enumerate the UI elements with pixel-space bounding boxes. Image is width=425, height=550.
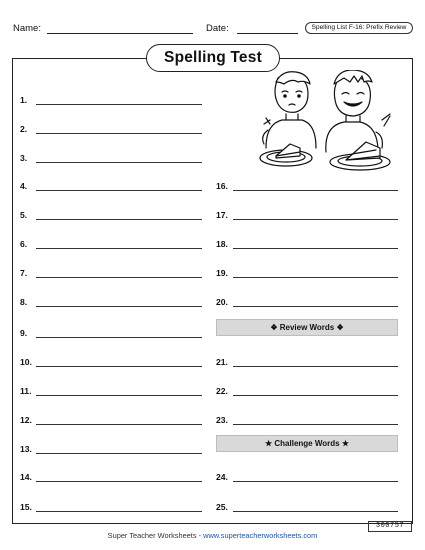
left-row-number: 1. — [20, 95, 28, 105]
right-row-answer-line[interactable] — [233, 190, 398, 191]
right-row-number: 21. — [216, 357, 228, 367]
right-row-answer-line[interactable] — [233, 511, 398, 512]
left-row-answer-line[interactable] — [36, 395, 202, 396]
right-row-answer-line[interactable] — [233, 366, 398, 367]
right-row-number: 20. — [216, 297, 228, 307]
right-row-answer-line[interactable] — [233, 424, 398, 425]
left-row-number: 12. — [20, 415, 32, 425]
right-row-number: 25. — [216, 502, 228, 512]
footer-text: Super Teacher Worksheets - — [107, 531, 204, 540]
left-row-answer-line[interactable] — [36, 248, 202, 249]
worksheet-code: 300757 — [368, 521, 412, 532]
left-row-number: 8. — [20, 297, 28, 307]
left-row-answer-line[interactable] — [36, 511, 202, 512]
right-row-number: 24. — [216, 472, 228, 482]
left-row-answer-line[interactable] — [36, 306, 202, 307]
right-row-answer-line[interactable] — [233, 219, 398, 220]
left-row-answer-line[interactable] — [36, 104, 202, 105]
right-row-number: 17. — [216, 210, 228, 220]
left-row-answer-line[interactable] — [36, 424, 202, 425]
left-row-number: 9. — [20, 328, 28, 338]
left-row-answer-line[interactable] — [36, 190, 202, 191]
right-row-answer-line[interactable] — [233, 481, 398, 482]
right-row-answer-line[interactable] — [233, 248, 398, 249]
left-row-number: 2. — [20, 124, 28, 134]
left-row-answer-line[interactable] — [36, 366, 202, 367]
left-row-answer-line[interactable] — [36, 277, 202, 278]
page-title: Spelling Test — [146, 44, 280, 72]
left-row-number: 3. — [20, 153, 28, 163]
left-row-answer-line[interactable] — [36, 162, 202, 163]
left-row-number: 5. — [20, 210, 28, 220]
left-row-number: 7. — [20, 268, 28, 278]
date-line[interactable] — [237, 33, 298, 34]
name-label: Name: — [13, 23, 41, 34]
right-row-number: 16. — [216, 181, 228, 191]
left-row-number: 4. — [20, 181, 28, 191]
right-row-number: 18. — [216, 239, 228, 249]
left-row-answer-line[interactable] — [36, 337, 202, 338]
right-row-answer-line[interactable] — [233, 395, 398, 396]
left-row-answer-line[interactable] — [36, 453, 202, 454]
date-label: Date: — [206, 23, 229, 34]
right-row-answer-line[interactable] — [233, 306, 398, 307]
right-row-answer-line[interactable] — [233, 277, 398, 278]
footer-url-link[interactable]: www.superteacherworksheets.com — [203, 531, 318, 540]
review-words-bar: ❖ Review Words ❖ — [216, 319, 398, 336]
spelling-list-badge: Spelling List F-16: Prefix Review — [305, 22, 413, 34]
challenge-words-bar: ★ Challenge Words ★ — [216, 435, 398, 452]
right-row-number: 19. — [216, 268, 228, 278]
left-row-number: 13. — [20, 444, 32, 454]
left-row-number: 6. — [20, 239, 28, 249]
left-row-number: 10. — [20, 357, 32, 367]
left-row-answer-line[interactable] — [36, 133, 202, 134]
right-row-number: 23. — [216, 415, 228, 425]
left-row-answer-line[interactable] — [36, 481, 202, 482]
left-row-number: 14. — [20, 472, 32, 482]
name-line[interactable] — [47, 33, 193, 34]
footer — [0, 531, 425, 540]
right-row-number: 22. — [216, 386, 228, 396]
kids-eating-cake-illustration — [240, 70, 408, 178]
left-row-number: 15. — [20, 502, 32, 512]
left-row-answer-line[interactable] — [36, 219, 202, 220]
left-row-number: 11. — [20, 386, 32, 396]
